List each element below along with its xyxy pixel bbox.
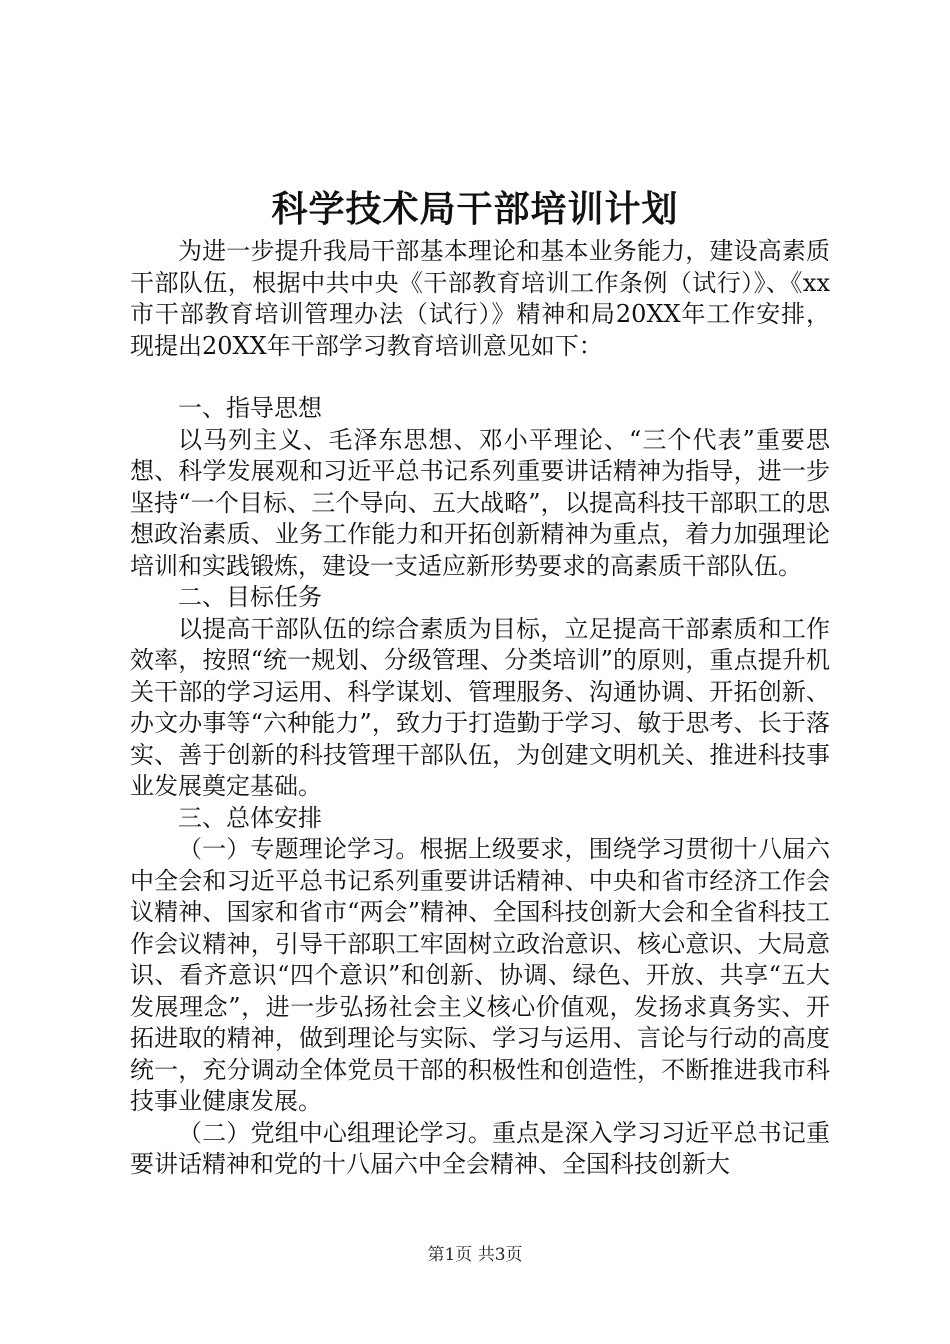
document-body: [130, 236, 830, 1181]
item-paragraph-theory-study: （一）专题理论学习。根据上级要求，围绕学习贯彻十八届六中全会和习近平总书记系列重要讲话精神、中央和省市经济工作会议精神、国家和省市“两会”精神、全国科技创新大会和全省科技工作会议精神，引导干部职工牢固树立政治意识、核心意识、大局意识、看齐意识“四个意识”和创新、协调、绿色、开放、共享“五大发展理念”，进一步弘扬社会主义核心价值观，发扬求真务实、开拓进取的精神，做到理论与实际、学习与运用、言论与行动的高度统一，充分调动全体党员干部的积极性和创造性，不断推进我市科技事业健康发展。: [130, 835, 830, 1115]
section-heading-goals: 二、目标任务: [178, 583, 322, 611]
document-title: 科学技术局干部培训计划: [271, 188, 679, 230]
section-paragraph-guiding-ideology: 以马列主义、毛泽东思想、邓小平理论、“三个代表”重要思想、科学发展观和习近平总书记系列重要讲话精神为指导，进一步坚持“一个目标、三个导向、五大战略”，以提高科技干部职工的思想政治素质、业务工作能力和开拓创新精神为重点，着力加强理论培训和实践锻炼，建设一支适应新形势要求的高素质干部队伍。: [130, 425, 830, 580]
item-paragraph-group-study: （二）党组中心组理论学习。重点是深入学习习近平总书记重要讲话精神和党的十八届六中全会精神、全国科技创新大: [130, 1118, 830, 1178]
section-paragraph-goals: 以提高干部队伍的综合素质为目标，立足提高干部素质和工作效率，按照“统一规划、分级管理、分类培训”的原则，重点提升机关干部的学习运用、科学谋划、管理服务、沟通协调、开拓创新、办文办事等“六种能力”，致力于打造勤于学习、敏于思考、长于落实、善于创新的科技管理干部队伍，为创建文明机关、推进科技事业发展奠定基础。: [130, 614, 830, 800]
paragraph-spacer: [130, 362, 830, 393]
section-heading-arrangement: 三、总体安排: [178, 803, 322, 832]
section-heading-guiding-ideology: 一、指导思想: [178, 394, 322, 422]
intro-paragraph: 为进一步提升我局干部基本理论和基本业务能力，建设高素质干部队伍，根据中共中央《干部教育培训工作条例（试行）》、《xx市干部教育培训管理办法（试行）》精神和局20XX年工作安排，现提出20XX年干部学习教育培训意见如下：: [130, 237, 830, 360]
page-number-footer: 第1页 共3页: [427, 1245, 523, 1265]
